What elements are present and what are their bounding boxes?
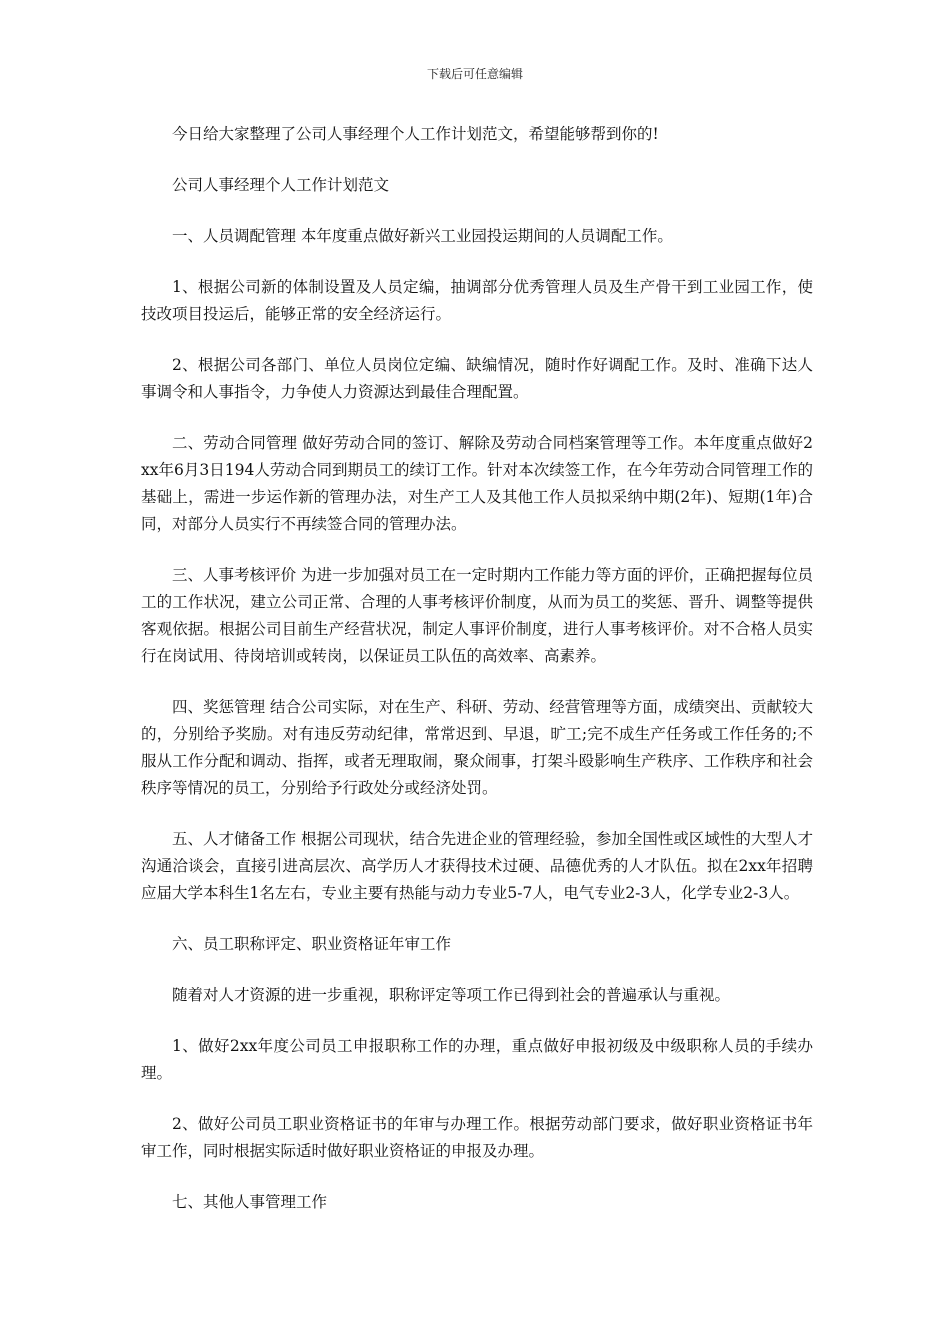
section-3-paragraph: 三、人事考核评价 为进一步加强对员工在一定时期内工作能力等方面的评价，正确把握每位员工的工作状况，建立公司正常、合理的人事考核评价制度，从而为员工的奖惩、晋升、调整等提供客观依据。根据公司目前生产经营状况，制定人事评价制度，进行人事考核评价。对不合格人员实行在岗试用、待岗培训或转岗，以保证员工队伍的高效率、高素养。 — [141, 566, 813, 665]
document-body — [141, 121, 813, 1240]
section-1-heading: 一、人员调配管理 本年度重点做好新兴工业园投运期间的人员调配工作。 — [172, 227, 673, 245]
document-title: 公司人事经理个人工作计划范文 — [172, 176, 390, 194]
section-6-item-1: 1、做好2xx年度公司员工申报职称工作的办理，重点做好申报初级及中级职称人员的手续办理。 — [141, 1037, 813, 1082]
section-2-paragraph: 二、劳动合同管理 做好劳动合同的签订、解除及劳动合同档案管理等工作。本年度重点做好2xx年6月3日194人劳动合同到期员工的续订工作。针对本次续签工作，在今年劳动合同管理工作的基础上，需进一步运作新的管理办法，对生产工人及其他工作人员拟采纳中期(2年)、短期(1年)合同，对部分人员实行不再续签合同的管理办法。 — [141, 434, 813, 533]
section-1-item-2: 2、根据公司各部门、单位人员岗位定编、缺编情况，随时作好调配工作。及时、准确下达人事调令和人事指令，力争使人力资源达到最佳合理配置。 — [141, 356, 813, 401]
section-6-item-2: 2、做好公司员工职业资格证书的年审与办理工作。根据劳动部门要求，做好职业资格证书年审工作，同时根据实际适时做好职业资格证的申报及办理。 — [141, 1115, 813, 1160]
section-6-intro: 随着对人才资源的进一步重视，职称评定等项工作已得到社会的普遍承认与重视。 — [172, 986, 731, 1004]
intro-paragraph: 今日给大家整理了公司人事经理个人工作计划范文，希望能够帮到你的! — [172, 125, 659, 143]
section-6-heading: 六、员工职称评定、职业资格证年审工作 — [172, 935, 452, 953]
section-5-paragraph: 五、人才储备工作 根据公司现状，结合先进企业的管理经验，参加全国性或区域性的大型人才沟通洽谈会，直接引进高层次、高学历人才获得技术过硬、品德优秀的人才队伍。拟在2xx年招聘应届大学本科生1名左右，专业主要有热能与动力专业5-7人，电气专业2-3人，化学专业2-3人。 — [141, 830, 813, 902]
page-header-note: 下载后可任意编辑 — [426, 67, 523, 81]
section-1-item-1: 1、根据公司新的体制设置及人员定编，抽调部分优秀管理人员及生产骨干到工业园工作，使技改项目投运后，能够正常的安全经济运行。 — [141, 278, 813, 323]
section-7-heading: 七、其他人事管理工作 — [172, 1193, 328, 1211]
section-4-paragraph: 四、奖惩管理 结合公司实际，对在生产、科研、劳动、经营管理等方面，成绩突出、贡献较大的，分别给予奖励。对有违反劳动纪律，常常迟到、早退，旷工;完不成生产任务或工作任务的;不服从工作分配和调动、指挥，或者无理取闹，聚众闹事，打架斗殴影响生产秩序、工作秩序和社会秩序等情况的员工，分别给予行政处分或经济处罚。 — [141, 698, 813, 797]
